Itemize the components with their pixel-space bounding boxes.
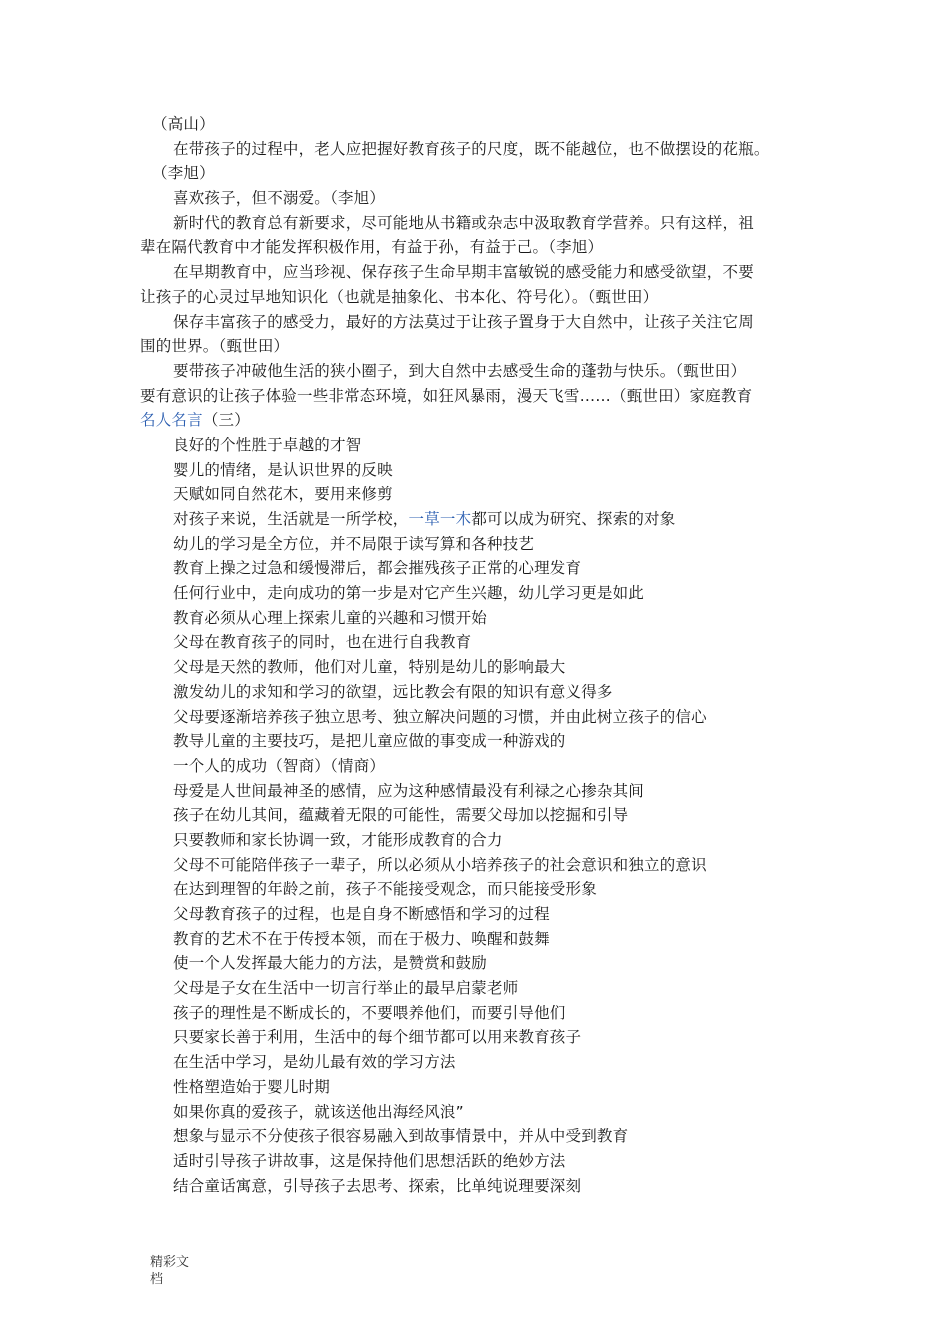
- text-line: 父母在教育孩子的同时，也在进行自我教育: [173, 633, 472, 652]
- text-line: 只要教师和家长协调一致，才能形成教育的合力: [173, 830, 503, 849]
- text-line: 孩子在幼儿其间，蕴藏着无限的可能性，需要父母加以挖掘和引导: [173, 806, 629, 825]
- text-line: 要带孩子冲破他生活的狭小圈子，到大自然中去感受生命的蓬勃与快乐。（甄世田）: [173, 361, 747, 380]
- text-line: 结合童话寓意，引导孩子去思考、探索，比单纯说理要深刻: [173, 1176, 582, 1195]
- text-line: 教育必须从心理上探索儿童的兴趣和习惯开始: [173, 608, 488, 627]
- text-line: 父母教育孩子的过程，也是自身不断感悟和学习的过程: [173, 905, 550, 923]
- text-line: [140, 408, 820, 433]
- text-line: 孩子的理性是不断成长的，不要喂养他们，而要引导他们: [173, 1003, 566, 1022]
- text-line: 喜欢孩子，但不溺爱。（李旭）: [173, 189, 386, 208]
- text-line: 在早期教育中，应当珍视、保存孩子生命早期丰富敏锐的感受能力和感受欲望，不要: [173, 263, 754, 282]
- text-line: 围的世界。（甄世田）: [140, 337, 290, 356]
- text-line: 天赋如同自然花木，要用来修剪: [173, 485, 393, 504]
- text-line: 良好的个性胜于卓越的才智: [173, 435, 362, 454]
- text-line: 新时代的教育总有新要求，尽可能地从书籍或杂志中汲取教育学营养。只有这样，祖: [173, 213, 754, 232]
- text-line: 适时引导孩子讲故事，这是保持他们思想活跃的绝妙方法: [173, 1151, 566, 1170]
- text-line: 父母要逐渐培养孩子独立思考、独立解决问题的习惯，并由此树立孩子的信心: [173, 707, 707, 726]
- page-footer: [150, 1254, 200, 1288]
- text-line: 在带孩子的过程中，老人应把握好教育孩子的尺度，既不能越位，也不做摆设的花瓶。: [173, 139, 770, 158]
- text-line: [140, 507, 820, 532]
- footer-text: 精彩文: [150, 1255, 190, 1270]
- text-fragment: 对孩子来说，生活就是一所学校，: [173, 510, 409, 528]
- text-line: 幼儿的学习是全方位，并不局限于读写算和各种技艺: [173, 534, 535, 553]
- text-line: 教育上操之过急和缓慢滞后，都会摧残孩子正常的心理发育: [173, 559, 582, 578]
- text-line: 母爱是人世间最神圣的感情，应为这种感情最没有利禄之心掺杂其间: [173, 781, 645, 800]
- text-line: 性格塑造始于婴儿时期: [173, 1077, 331, 1096]
- text-line: 父母是天然的教师，他们对儿童，特别是幼儿的影响最大: [173, 658, 566, 677]
- text-line: 在达到理智的年龄之前，孩子不能接受观念，而只能接受形象: [173, 880, 597, 899]
- footer-text: 档: [150, 1272, 164, 1287]
- text-fragment: （三）: [202, 411, 250, 430]
- idiom-link[interactable]: 一草一木: [408, 510, 472, 528]
- text-line: 辈在隔代教育中才能发挥积极作用，有益于孙，有益于己。（李旭）: [140, 238, 604, 257]
- text-line: 婴儿的情绪，是认识世界的反映: [173, 460, 393, 479]
- text-line: 教导儿童的主要技巧，是把儿童应做的事变成一种游戏的: [173, 732, 566, 751]
- text-line: 父母不可能陪伴孩子一辈子，所以必须从小培养孩子的社会意识和独立的意识: [173, 855, 707, 874]
- text-line: 使一个人发挥最大能力的方法，是赞赏和鼓励: [173, 954, 488, 973]
- text-line: 让孩子的心灵过早地知识化（也就是抽象化、书本化、符号化）。（甄世田）: [140, 287, 659, 306]
- text-line: （李旭）: [152, 164, 215, 183]
- text-line: 保存丰富孩子的感受力，最好的方法莫过于让孩子置身于大自然中，让孩子关注它周: [173, 312, 754, 331]
- text-line: 要有意识的让孩子体验一些非常态环境，如狂风暴雨，漫天飞雪……（甄世田）家庭教育: [140, 386, 753, 405]
- text-fragment: 都可以成为研究、探索的对象: [471, 510, 676, 528]
- text-line: 一个人的成功（智商）（情商）: [173, 756, 386, 775]
- text-line: 任何行业中，走向成功的第一步是对它产生兴趣，幼儿学习更是如此: [173, 584, 645, 603]
- text-line: 在生活中学习，是幼儿最有效的学习方法: [173, 1053, 456, 1072]
- document-body: [140, 112, 820, 1198]
- famous-quotes-link[interactable]: 名人名言: [140, 411, 203, 430]
- text-line: 教育的艺术不在于传授本领，而在于极力、唤醒和鼓舞: [173, 929, 550, 948]
- text-line: 父母是子女在生活中一切言行举止的最早启蒙老师: [173, 979, 519, 998]
- text-line: （高山）: [152, 115, 215, 133]
- text-line: 只要家长善于利用，生活中的每个细节都可以用来教育孩子: [173, 1028, 582, 1047]
- text-line: 如果你真的爱孩子，就该送他出海经风浪”: [173, 1102, 464, 1121]
- text-line: 激发幼儿的求知和学习的欲望，远比教会有限的知识有意义得多: [173, 682, 613, 701]
- text-line: 想象与显示不分使孩子很容易融入到故事情景中，并从中受到教育: [173, 1127, 629, 1146]
